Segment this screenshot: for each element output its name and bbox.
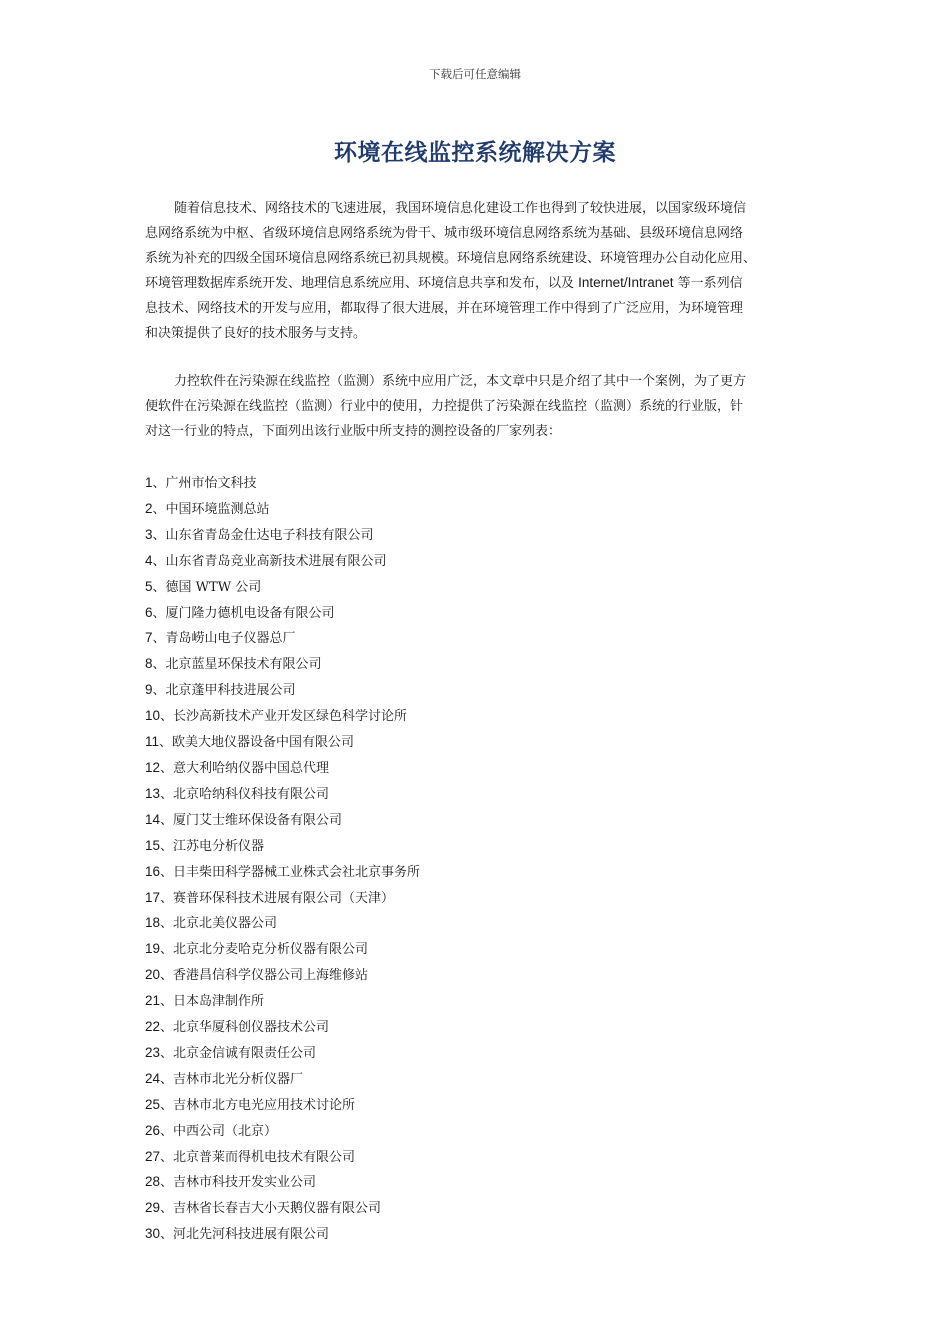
list-item-number: 27 [145, 1148, 161, 1164]
list-item [145, 834, 745, 860]
list-item-name: 德国 WTW 公司 [165, 579, 262, 595]
list-item [145, 1170, 745, 1196]
list-item-separator: 、 [160, 864, 174, 880]
list-item [145, 782, 745, 808]
list-item-number: 8 [145, 656, 153, 672]
list-item-name: 吉林省长春吉大小天鹅仪器有限公司 [173, 1201, 382, 1217]
list-item [145, 652, 745, 678]
list-item-separator: 、 [152, 553, 166, 569]
list-item [145, 911, 745, 937]
list-item-number: 20 [145, 967, 161, 983]
list-item-name: 青岛崂山电子仪器总厂 [165, 631, 296, 647]
list-item-number: 28 [145, 1174, 161, 1190]
list-item-number: 4 [145, 552, 153, 568]
list-item [145, 937, 745, 963]
list-item-name: 广州市怡文科技 [165, 476, 257, 491]
list-item-number: 21 [145, 993, 161, 1009]
list-item-name: 吉林市北方电光应用技术讨论所 [173, 1097, 356, 1113]
list-item [145, 704, 745, 730]
list-item-name: 北京华厦科创仪器技术公司 [173, 1020, 330, 1036]
list-item-separator: 、 [152, 605, 166, 621]
list-item-number: 30 [145, 1226, 161, 1242]
list-item-number: 11 [145, 734, 160, 750]
list-item-number: 14 [145, 811, 161, 827]
list-item-name: 吉林市北光分析仪器厂 [173, 1071, 304, 1087]
list-item-number: 19 [145, 941, 161, 957]
list-item-number: 18 [145, 915, 161, 931]
list-item-number: 26 [145, 1122, 161, 1138]
list-item-name: 意大利哈纳仪器中国总代理 [173, 760, 330, 776]
list-item-number: 16 [145, 863, 161, 879]
list-item-name: 江苏电分析仪器 [173, 838, 265, 854]
list-item-number: 12 [145, 759, 161, 775]
paragraph-text-latin: Internet/Intranet [578, 275, 674, 291]
list-item [145, 808, 745, 834]
list-item-name: 北京蓝星环保技术有限公司 [165, 657, 322, 673]
list-item-separator: 、 [160, 1149, 174, 1165]
list-item-separator: 、 [160, 1227, 174, 1243]
list-item-separator: 、 [160, 968, 174, 984]
intro-paragraph [145, 197, 813, 347]
paragraph-text: 等一系列信 [677, 276, 743, 292]
paragraph-line: 便软件在污染源在线监控（监测）行业中的使用，力控提供了污染源在线监控（监测）系统的行业版，针 [145, 398, 744, 414]
list-item [145, 549, 745, 575]
list-item-separator: 、 [160, 709, 174, 725]
list-item-separator: 、 [160, 838, 174, 854]
list-item-name: 日丰柴田科学器械工业株式会社北京事务所 [173, 864, 421, 880]
list-item [145, 1067, 745, 1093]
list-item [145, 1093, 745, 1119]
list-item-name: 中西公司（北京） [173, 1123, 278, 1139]
list-item [145, 1222, 745, 1248]
list-item [145, 756, 745, 782]
list-item-separator: 、 [160, 994, 174, 1010]
list-item-separator: 、 [159, 735, 173, 751]
list-item-number: 29 [145, 1200, 161, 1216]
list-item-number: 17 [145, 889, 161, 905]
list-item [145, 678, 745, 704]
list-item-number: 23 [145, 1044, 161, 1060]
paragraph-line: 息技术、网络技术的开发与应用，都取得了很大进展，并在环境管理工作中得到了广泛应用，为环境管理 [145, 301, 744, 317]
list-item-separator: 、 [160, 1045, 174, 1061]
list-item-name: 北京北美仪器公司 [173, 916, 278, 932]
list-item-separator: 、 [160, 916, 174, 932]
paragraph-line: 力控软件在污染源在线监控（监测）系统中应用广泛，本文章中只是介绍了其中一个案例，为了更方 [174, 374, 747, 389]
list-item-separator: 、 [160, 760, 174, 776]
list-item-separator: 、 [152, 476, 166, 491]
vendor-intro-paragraph [145, 370, 813, 444]
list-item-separator: 、 [152, 527, 166, 543]
list-item [145, 1119, 745, 1145]
list-item [145, 575, 745, 601]
list-item [145, 601, 745, 627]
list-item-name: 河北先河科技进展有限公司 [173, 1227, 330, 1243]
list-item-separator: 、 [160, 1201, 174, 1217]
list-item [145, 471, 745, 497]
list-item-separator: 、 [160, 1175, 174, 1191]
list-item-number: 2 [145, 500, 153, 516]
list-item-number: 6 [145, 604, 153, 620]
list-item-separator: 、 [152, 579, 166, 595]
paragraph-line: 息网络系统为中枢、省级环境信息网络系统为骨干、城市级环境信息网络系统为基础、县级环境信息网络 [145, 225, 744, 241]
list-item-number: 9 [145, 682, 153, 698]
list-item-name: 北京金信诚有限责任公司 [173, 1045, 317, 1061]
list-item-separator: 、 [152, 657, 166, 673]
paragraph-line [145, 271, 813, 297]
list-item-separator: 、 [152, 683, 166, 699]
list-item [145, 1196, 745, 1222]
list-item-separator: 、 [160, 1123, 174, 1139]
list-item-separator: 、 [160, 786, 174, 802]
list-item [145, 626, 745, 652]
list-item-name: 厦门隆力德机电设备有限公司 [165, 605, 335, 621]
list-item [145, 523, 745, 549]
list-item-number: 3 [145, 526, 153, 542]
list-item-number: 22 [145, 1019, 161, 1035]
list-item [145, 1041, 745, 1067]
paragraph-line: 系统为补充的四级全国环境信息网络系统已初具规模。环境信息网络系统建设、环境管理办公自动化应用、 [145, 250, 757, 266]
list-item-name: 山东省青岛金仕达电子科技有限公司 [165, 527, 374, 543]
list-item-name: 中国环境监测总站 [165, 501, 270, 517]
list-item [145, 497, 745, 523]
list-item-separator: 、 [160, 942, 174, 958]
list-item-number: 10 [145, 708, 161, 724]
list-item-name: 欧美大地仪器设备中国有限公司 [172, 735, 355, 751]
list-item-name: 吉林市科技开发实业公司 [173, 1175, 317, 1191]
list-item-number: 5 [145, 578, 153, 594]
list-item-number: 13 [145, 785, 161, 801]
list-item-number: 15 [145, 837, 161, 853]
list-item-name: 北京北分麦哈克分析仪器有限公司 [173, 942, 369, 958]
list-item-separator: 、 [160, 1020, 174, 1036]
list-item [145, 1145, 745, 1171]
document-title: 环境在线监控系统解决方案 [334, 140, 616, 166]
list-item [145, 886, 745, 912]
list-item-number: 24 [145, 1070, 161, 1086]
paragraph-line: 对这一行业的特点，下面列出该行业版中所支持的测控设备的厂家列表： [145, 423, 562, 439]
list-item [145, 860, 745, 886]
list-item-name: 北京蓬甲科技进展公司 [165, 683, 296, 699]
paragraph-text: 环境管理数据库系统开发、地理信息系统应用、环境信息共享和发布，以及 [145, 276, 575, 292]
list-item-name: 厦门艾士维环保设备有限公司 [173, 812, 343, 828]
list-item-number: 25 [145, 1096, 161, 1112]
list-item-number: 7 [145, 630, 153, 646]
list-item-name: 北京哈纳科仪科技有限公司 [173, 786, 330, 802]
vendor-list [145, 471, 745, 1248]
list-item-name: 长沙高新技术产业开发区绿色科学讨论所 [173, 709, 408, 725]
list-item [145, 963, 745, 989]
list-item-name: 香港昌信科学仪器公司上海维修站 [173, 968, 369, 984]
paragraph-line: 和决策提供了良好的技术服务与支持。 [145, 325, 367, 341]
list-item-name: 山东省青岛竞业高新技术进展有限公司 [165, 553, 387, 569]
list-item-separator: 、 [152, 631, 166, 647]
list-item-name: 北京普莱而得机电技术有限公司 [173, 1149, 356, 1165]
list-item-separator: 、 [160, 890, 174, 906]
header-note: 下载后可任意编辑 [429, 67, 521, 81]
list-item-separator: 、 [160, 1071, 174, 1087]
list-item-separator: 、 [160, 812, 174, 828]
list-item-separator: 、 [152, 501, 166, 517]
list-item [145, 1015, 745, 1041]
list-item-name: 日本岛津制作所 [173, 994, 265, 1010]
paragraph-line: 随着信息技术、网络技术的飞速进展，我国环境信息化建设工作也得到了较快进展，以国家级环境信 [174, 201, 747, 216]
list-item-number: 1 [145, 475, 153, 490]
list-item [145, 989, 745, 1015]
list-item-separator: 、 [160, 1097, 174, 1113]
list-item [145, 730, 745, 756]
list-item-name: 赛普环保科技术进展有限公司（天津） [173, 890, 395, 906]
